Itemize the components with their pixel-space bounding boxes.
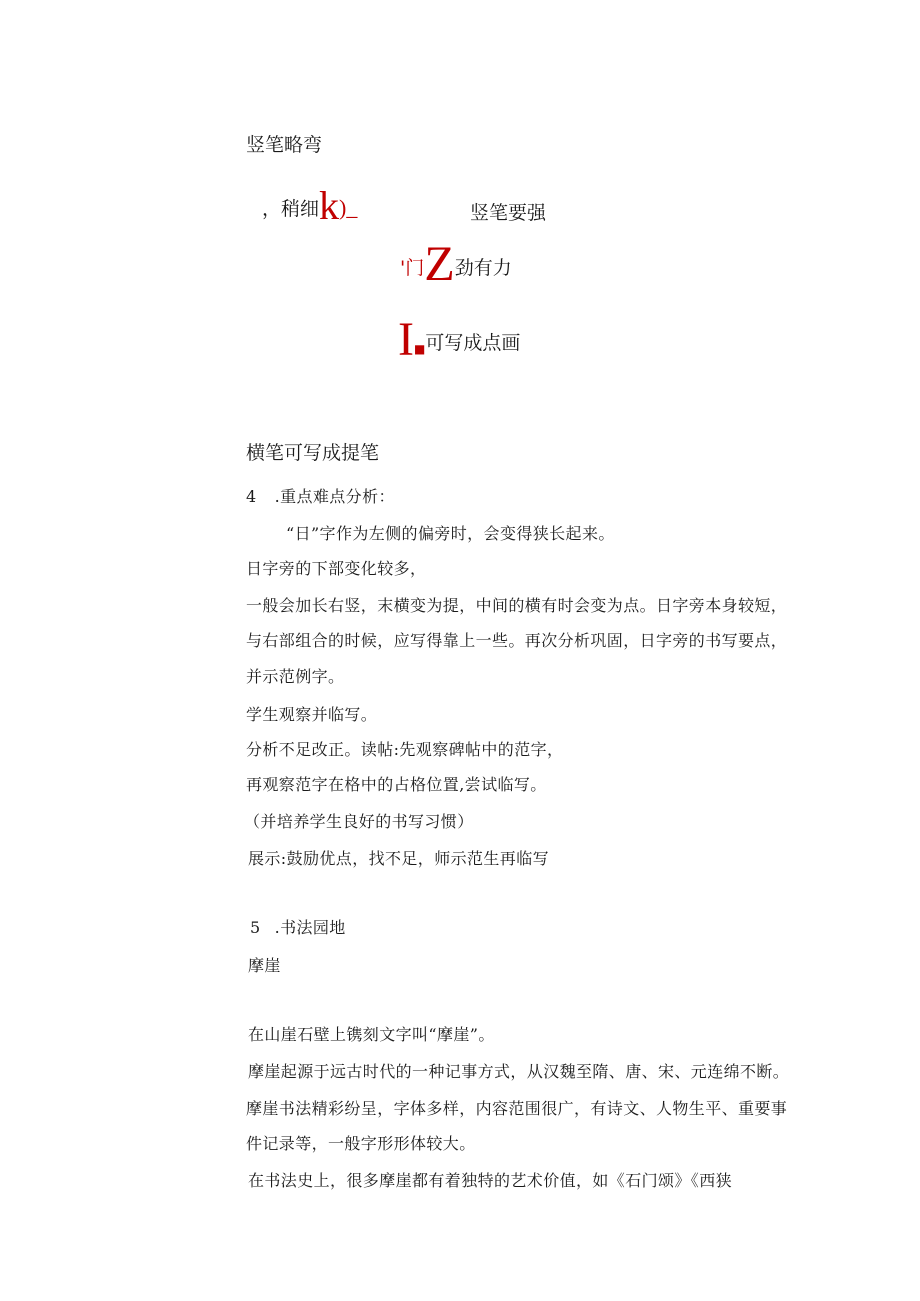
section4-line: 学生观察并临写。 [246,705,378,724]
row3-prefix: '门 [400,257,425,279]
section5-heading [250,915,346,938]
section5-line: 件记录等，一般字形形体较大。 [246,1134,476,1153]
section5-line: 在山崖石壁上镌刻文字叫“摩崖”。 [248,1025,495,1044]
section5-title: .书法园地 [274,918,346,937]
section4-line: （并培养学生良好的书写习惯） [244,812,474,831]
section4-title: .重点难点分析： [274,487,395,506]
section4-line: 一般会加长右竖，末横变为提，中间的横有时会变为点。日字旁本身较短， [246,596,788,615]
section5-number: 5 [250,918,261,937]
row4-text: 可写成点画 [425,332,521,354]
section5-line: 摩崖书法精彩纷呈，字体多样，内容范围很广，有诗文、人物生平、重要事 [246,1099,788,1118]
section4-heading [246,484,395,507]
section4-line: 并示范例字。 [246,667,345,686]
row4-glyph: I [398,313,414,366]
section5-line: 在书法史上，很多摩崖都有着独特的艺术价值，如《石门颂》《西狭 [248,1171,733,1190]
section4-line: “日”字作为左侧的偏旁时，会变得狭长起来。 [286,524,615,543]
diagram-label-bottom: 横笔可写成提笔 [246,442,380,464]
section5-subtitle: 摩崖 [248,956,281,975]
diagram-row-3 [400,235,512,291]
row4-mark: ■ [413,342,426,356]
diagram-row-2 [262,183,358,228]
row3-text: 劲有力 [454,257,512,279]
row3-glyph: Z [424,235,455,291]
section4-line: 再观察范字在格中的占格位置,尝试临写。 [246,775,547,794]
diagram-label-top: 竖笔略弯 [246,134,323,156]
section4-line: 展示:鼓励优点，找不足，师示范生再临写 [248,849,549,868]
section4-line: 日字旁的下部变化较多， [246,559,427,578]
row2-glyph: k [319,183,340,228]
diagram-row-4 [398,313,521,366]
row2-prefix: ，稍细 [262,198,320,220]
section4-line: 分析不足改正。读帖:先观察碑帖中的范字， [246,740,564,759]
section4-number: 4 [246,487,257,506]
section4-line: 与右部组合的时候，应写得靠上一些。再次分析巩固，日字旁的书写要点， [246,631,788,650]
row2-suffix: )_ [339,195,358,220]
section5-line: 摩崖起源于远古时代的一种记事方式，从汉魏至隋、唐、宋、元连绵不断。 [248,1062,790,1081]
row2-right-label: 竖笔要强 [470,202,547,224]
